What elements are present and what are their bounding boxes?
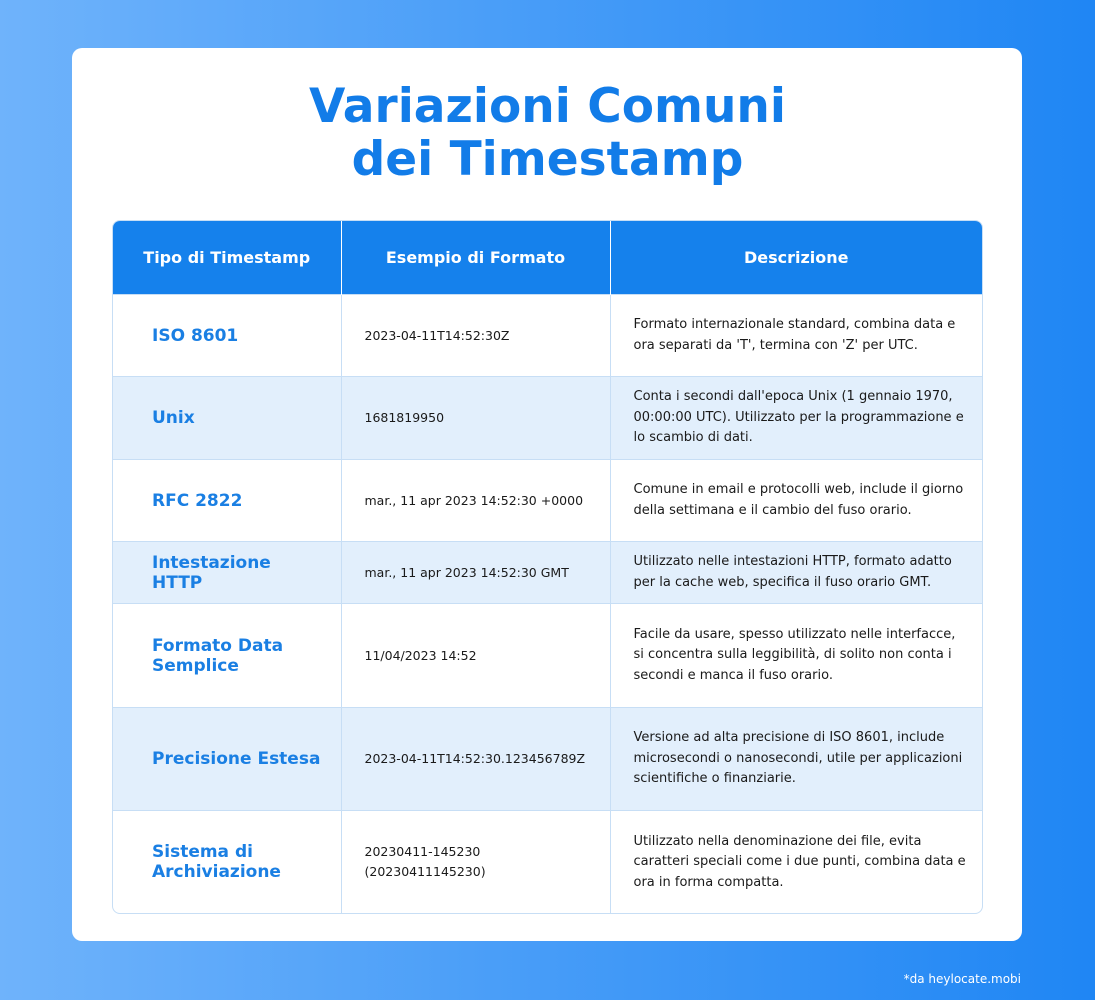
row-type: Precisione Estesa xyxy=(113,708,341,811)
page-title xyxy=(0,80,1095,186)
title-line-1: Variazioni Comuni xyxy=(309,79,786,134)
table-row xyxy=(113,708,982,811)
row-format: 11/04/2023 14:52 xyxy=(341,604,610,708)
row-type: Formato Data Semplice xyxy=(113,604,341,708)
table-row xyxy=(113,542,982,604)
row-type: RFC 2822 xyxy=(113,460,341,542)
header-description: Descrizione xyxy=(610,221,982,295)
row-format: 20230411-145230 (20230411145230) xyxy=(341,811,610,914)
row-format: 2023-04-11T14:52:30Z xyxy=(341,295,610,377)
row-type: Sistema di Archiviazione xyxy=(113,811,341,914)
title-line-2: dei Timestamp xyxy=(351,132,744,187)
row-description: Facile da usare, spesso utilizzato nelle interfacce, si concentra sulla leggibilità, di solito non conta i secondi e manca il fuso orario. xyxy=(610,604,982,708)
row-type: ISO 8601 xyxy=(113,295,341,377)
table-row xyxy=(113,811,982,914)
row-type: Intestazione HTTP xyxy=(113,542,341,604)
row-format: 2023-04-11T14:52:30.123456789Z xyxy=(341,708,610,811)
row-type: Unix xyxy=(113,377,341,460)
table-header-row xyxy=(113,221,982,295)
row-format: mar., 11 apr 2023 14:52:30 GMT xyxy=(341,542,610,604)
header-type: Tipo di Timestamp xyxy=(113,221,341,295)
row-description: Utilizzato nelle intestazioni HTTP, formato adatto per la cache web, specifica il fuso orario GMT. xyxy=(610,542,982,604)
row-format: mar., 11 apr 2023 14:52:30 +0000 xyxy=(341,460,610,542)
table-row xyxy=(113,604,982,708)
row-description: Comune in email e protocolli web, include il giorno della settimana e il cambio del fuso orario. xyxy=(610,460,982,542)
source-credit: *da heylocate.mobi xyxy=(903,972,1021,986)
row-description: Utilizzato nella denominazione dei file, evita caratteri speciali come i due punti, combina data e ora in forma compatta. xyxy=(610,811,982,914)
row-format: 1681819950 xyxy=(341,377,610,460)
timestamp-table xyxy=(112,220,983,914)
table-row xyxy=(113,460,982,542)
table-row xyxy=(113,377,982,460)
table-row xyxy=(113,295,982,377)
header-format: Esempio di Formato xyxy=(341,221,610,295)
row-description: Versione ad alta precisione di ISO 8601, include microsecondi o nanosecondi, utile per applicazioni scientifiche o finanziarie. xyxy=(610,708,982,811)
row-description: Formato internazionale standard, combina data e ora separati da 'T', termina con 'Z' per UTC. xyxy=(610,295,982,377)
row-description: Conta i secondi dall'epoca Unix (1 gennaio 1970, 00:00:00 UTC). Utilizzato per la programmazione e lo scambio di dati. xyxy=(610,377,982,460)
